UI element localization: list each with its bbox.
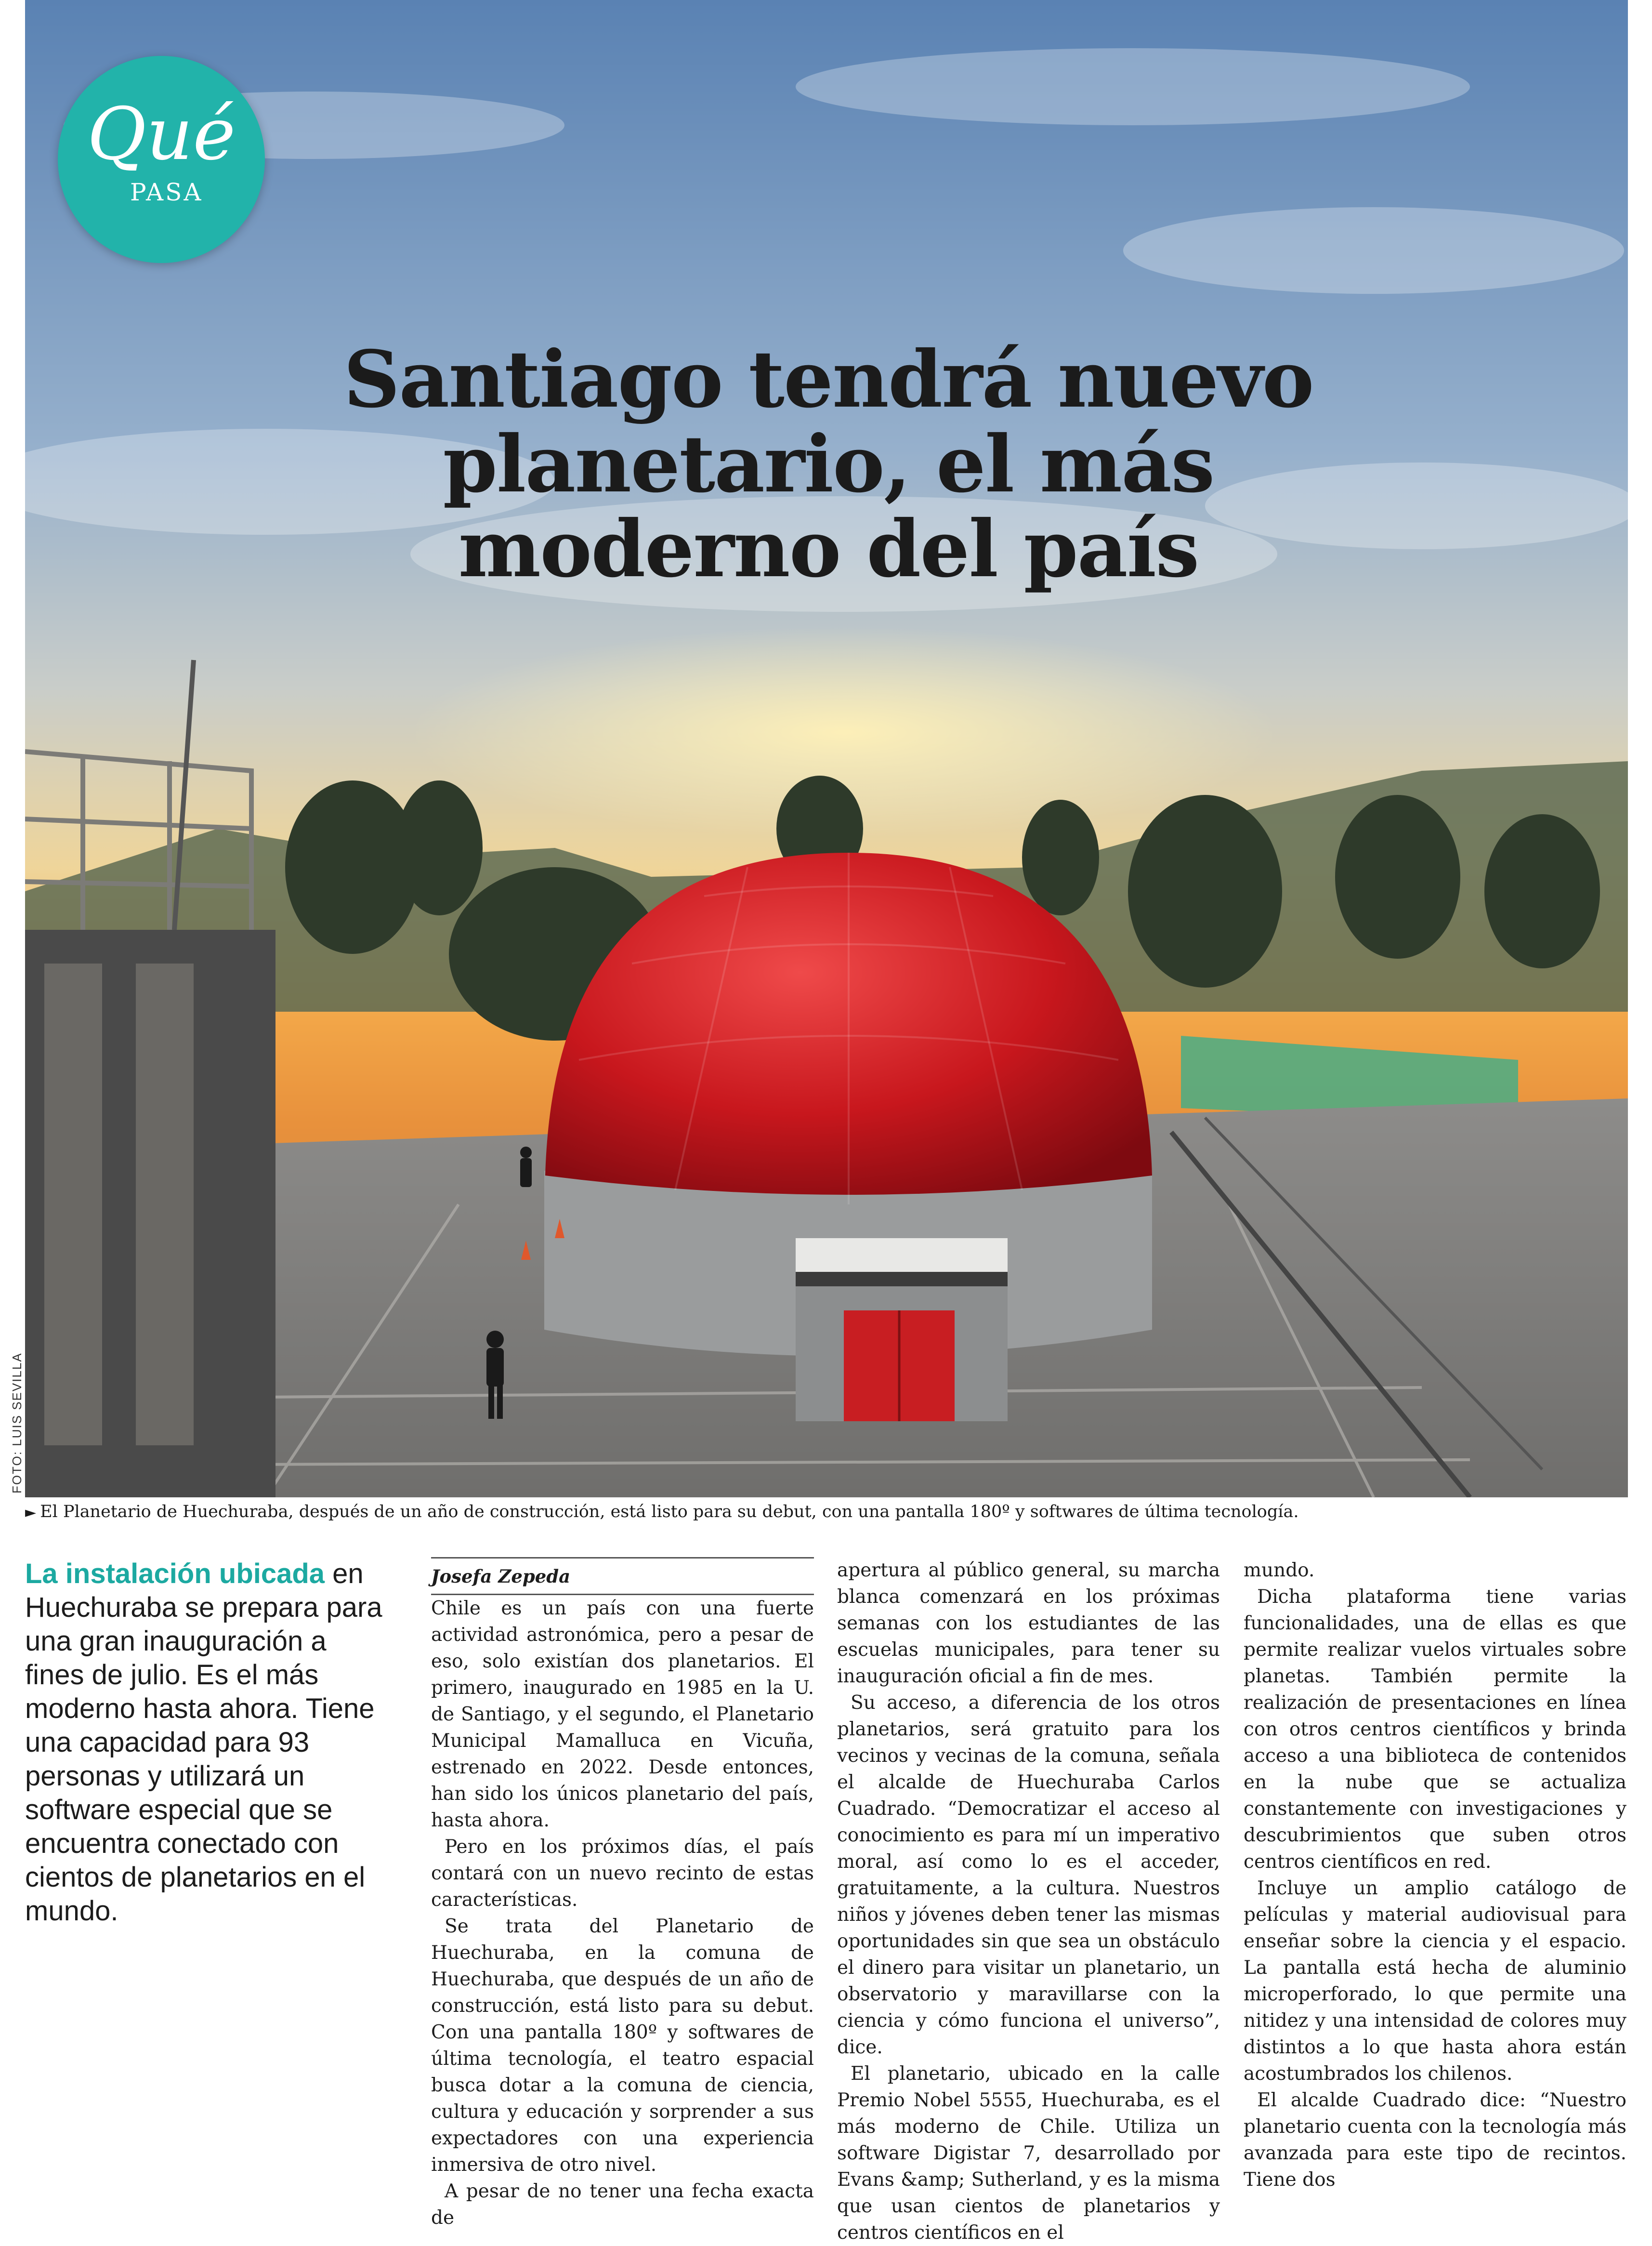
- caption-marker-icon: ►: [25, 1504, 37, 1521]
- article-paragraph: Pero en los próximos días, el país contará con un nuevo recinto de estas características.: [431, 1836, 814, 1911]
- hero-photo: [25, 0, 1628, 1497]
- article-paragraph: El planetario, ubicado en la calle Premio Nobel 5555, Huechuraba, es el más moderno de Chile. Utiliza un software Digistar 7, desarrollado por Evans &amp; Sutherland, y es la misma que usan cientos de planetarios y centros científicos en el: [837, 2063, 1220, 2244]
- lead-highlight: La instalación ubicada: [25, 1558, 325, 1589]
- lead-paragraph: [25, 1557, 391, 1928]
- badge-line1: Qué: [87, 92, 236, 176]
- article-paragraph: Incluye un amplio catálogo de películas y material audiovisual para enseñar sobre la ciencia y el espacio. La pantalla está hecha de aluminio microperforado, lo que permite una nitidez y una intensidad de colores muy distintos a lo que hasta ahora están acostumbrados los chilenos.: [1244, 1877, 1626, 2085]
- lead-text: en Huechuraba se prepara para una gran inauguración a fines de julio. Es el más moderno hasta ahora. Tiene una capacidad para 93 personas y utilizará un software especial que se encuentra conectado con cientos de planetarios en el mundo.: [25, 1558, 382, 1927]
- author-byline: Josefa Zepeda: [431, 1557, 814, 1595]
- article-paragraph: Se trata del Planetario de Huechuraba, en la comuna de Huechuraba, que después de un año de construcción, está listo para su debut. Con una pantalla 180º y softwares de última tecnología, el teatro espacial busca dotar a la comuna de ciencia, cultura y educación y sorprender a sus expectadores con una experiencia inmersiva de otro nivel.: [431, 1916, 814, 2176]
- badge-line2: PASA: [130, 178, 203, 206]
- article-paragraph: mundo.: [1244, 1559, 1315, 1581]
- headline: Santiago tendrá nuevo planetario, el más moderno del país: [343, 334, 1313, 595]
- article-paragraph: apertura al público general, su marcha blanca comenzará en los próximas semanas con los estudiantes de las escuelas municipales, para tener su inauguración oficial a fin de mes.: [837, 1559, 1220, 1687]
- article-column-1: [431, 1557, 814, 2231]
- photo-caption: [25, 1502, 1628, 1521]
- article-column-2: [837, 1557, 1220, 2246]
- planetarium-illustration: [25, 0, 1628, 1497]
- article-column-3: [1244, 1557, 1626, 2193]
- photo-credit: FOTO: LUIS SEVILLA: [10, 1352, 24, 1493]
- que-pasa-badge: [58, 56, 265, 263]
- article-paragraph: El alcalde Cuadrado dice: “Nuestro planetario cuenta con la tecnología más avanzada para este tipo de recintos. Tiene dos: [1244, 2089, 1626, 2191]
- article-paragraph: A pesar de no tener una fecha exacta de: [431, 2180, 814, 2229]
- article-paragraph: Dicha plataforma tiene varias funcionalidades, una de ellas es que permite realizar vuelos virtuales sobre planetas. También permite la realización de presentaciones en línea con otros centros científicos y brinda acceso a una biblioteca de contenidos en la nube que se actualiza constantemente con investigaciones y descubrimientos que suben otros centros científicos en red.: [1244, 1586, 1626, 1873]
- article-paragraph: Su acceso, a diferencia de los otros planetarios, será gratuito para los vecinos y vecinas de la comuna, señala el alcalde de Huechuraba Carlos Cuadrado. “Democratizar el acceso al conocimiento es para mí un imperativo moral, así como lo es el acceder, gratuitamente, a la cultura. Nuestros niños y jóvenes deben tener las mismas oportunidades sin que sea un obstáculo el dinero para visitar un planetario, un observatorio y maravillarse con la ciencia y cómo funciona el universo”, dice.: [837, 1692, 1220, 2058]
- caption-text: El Planetario de Huechuraba, después de un año de construcción, está listo para su debut, con una pantalla 180º y softwares de última tecnología.: [40, 1502, 1299, 1521]
- article-paragraph: Chile es un país con una fuerte actividad astronómica, pero a pesar de eso, solo existían dos planetarios. El primero, inaugurado en 1985 en la U. de Santiago, y el segundo, el Planetario Municipal Mamalluca en Vicuña, estrenado en 2022. Desde entonces, han sido los únicos planetario del país, hasta ahora.: [431, 1598, 814, 1831]
